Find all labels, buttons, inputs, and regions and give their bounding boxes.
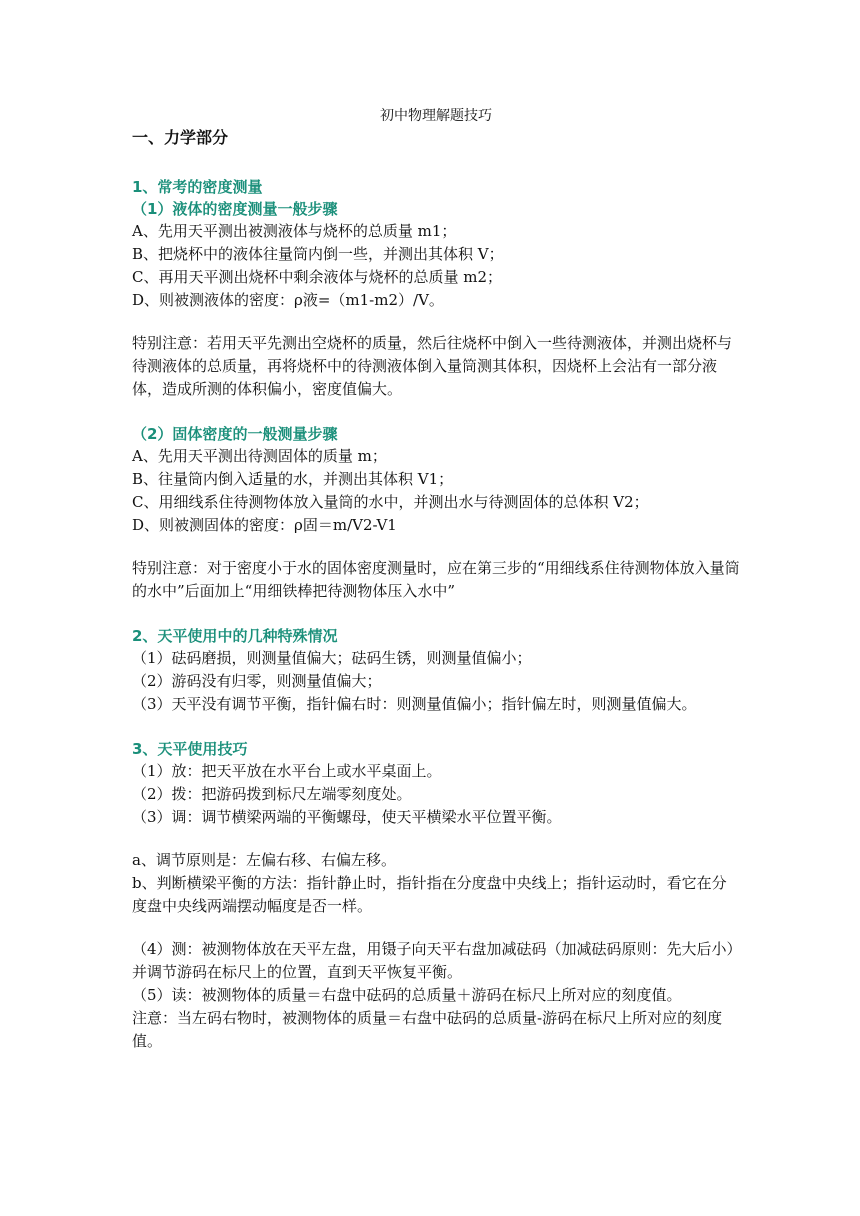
adjust-principle-a: a、调节原则是：左偏右移、右偏左移。	[132, 851, 396, 869]
part-heading-mechanics: 一、力学部分	[132, 128, 229, 147]
special-case-1: （1）砝码磨损，则测量值偏大；砝码生锈，则测量值偏小；	[132, 649, 532, 667]
balance-tip-5: （5）读：被测物体的质量＝右盘中砝码的总质量＋游码在标尺上所对应的刻度值。	[132, 986, 682, 1004]
balance-tip-3: （3）调：调节横梁两端的平衡螺母，使天平横梁水平位置平衡。	[132, 808, 562, 826]
subsection-heading-liquid-density: （1）液体的密度测量一般步骤	[132, 200, 338, 218]
liquid-step-d: D、则被测液体的密度：ρ液=（m1-m2）/V。	[132, 291, 444, 309]
solid-step-a: A、先用天平测出待测固体的质量 m；	[132, 447, 387, 465]
document-title: 初中物理解题技巧	[380, 108, 492, 124]
section-heading-density: 1、常考的密度测量	[132, 178, 263, 196]
liquid-step-b: B、把烧杯中的液体往量筒内倒一些，并测出其体积 V；	[132, 245, 504, 263]
liquid-step-c: C、再用天平测出烧杯中剩余液体与烧杯的总质量 m2；	[132, 268, 503, 286]
solid-density-note: 特别注意：对于密度小于水的固体密度测量时，应在第三步的“用细线系住待测物体放入量筒的水中”后面加上“用细铁棒把待测物体压入水中”	[132, 559, 740, 600]
balance-tip-2: （2）拨：把游码拨到标尺左端零刻度处。	[132, 785, 412, 803]
liquid-step-a: A、先用天平测出被测液体与烧杯的总质量 m1；	[132, 222, 457, 240]
solid-step-d: D、则被测固体的密度：ρ固＝m/V2-V1	[132, 516, 397, 534]
section-heading-balance-tips: 3、天平使用技巧	[132, 740, 248, 758]
subsection-heading-solid-density: （2）固体密度的一般测量步骤	[132, 425, 338, 443]
balance-reading-note: 注意：当左码右物时，被测物体的质量＝右盘中砝码的总质量-游码在标尺上所对应的刻度值。	[132, 1009, 723, 1050]
adjust-principle-b: b、判断横梁平衡的方法：指针静止时，指针指在分度盘中央线上；指针运动时，看它在分度盘中央线两端摆动幅度是否一样。	[132, 874, 727, 915]
special-case-2: （2）游码没有归零，则测量值偏大；	[132, 672, 382, 690]
solid-step-c: C、用细线系住待测物体放入量筒的水中，并测出水与待测固体的总体积 V2；	[132, 493, 649, 511]
balance-tip-1: （1）放：把天平放在水平台上或水平桌面上。	[132, 762, 442, 780]
special-case-3: （3）天平没有调节平衡，指针偏右时：则测量值偏小；指针偏左时，则测量值偏大。	[132, 695, 697, 713]
liquid-density-note: 特别注意：若用天平先测出空烧杯的质量，然后往烧杯中倒入一些待测液体，并测出烧杯与待测液体的总质量，再将烧杯中的待测液体倒入量筒测其体积，因烧杯上会沾有一部分液体，造成所测的体积偏小，密度值偏大。	[132, 334, 733, 398]
balance-tip-4: （4）测：被测物体放在天平左盘，用镊子向天平右盘加减砝码（加减砝码原则：先大后小）并调节游码在标尺上的位置，直到天平恢复平衡。	[132, 940, 735, 981]
solid-step-b: B、往量筒内倒入适量的水，并测出其体积 V1；	[132, 470, 454, 488]
section-heading-balance-special-cases: 2、天平使用中的几种特殊情况	[132, 627, 338, 645]
